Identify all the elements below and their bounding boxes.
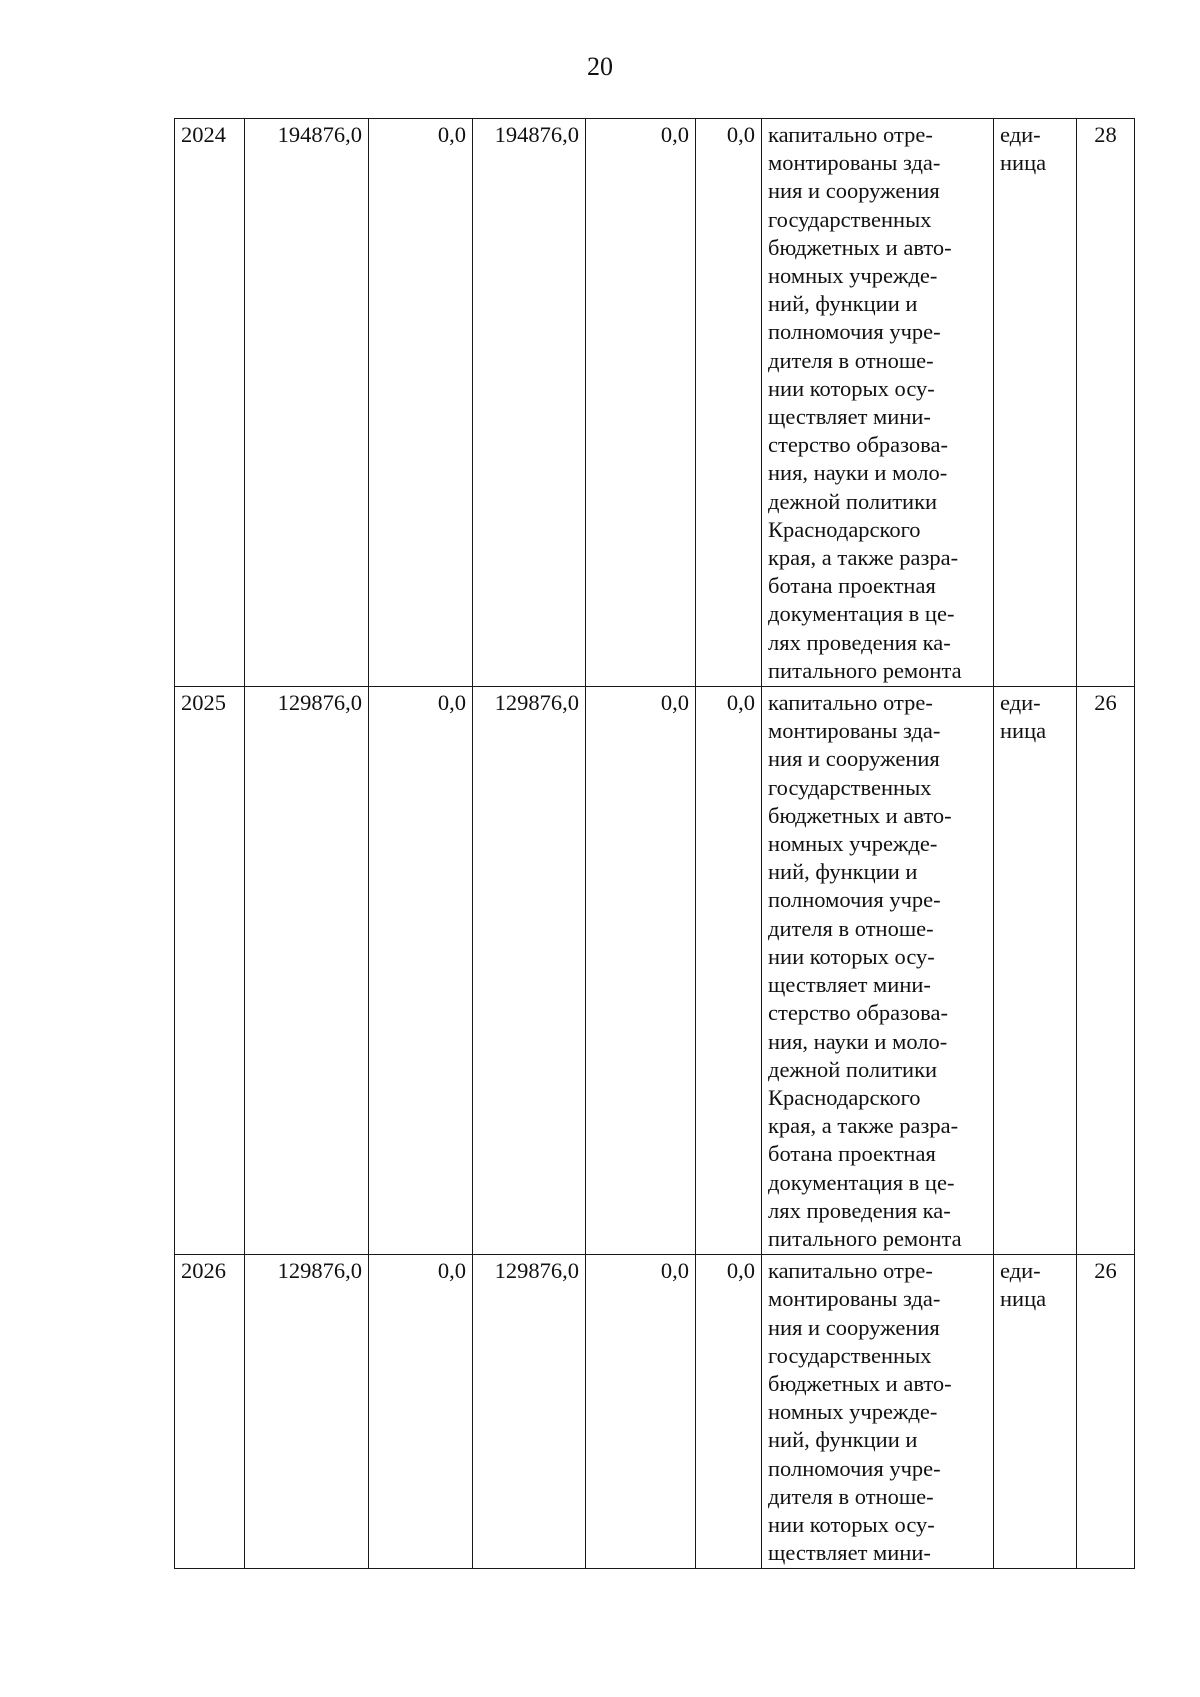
description-line: капитально отре-: [768, 1258, 933, 1284]
amount-cell: 0,0: [369, 687, 473, 1255]
budget-table: [174, 118, 1135, 1569]
description-line: края, а также разра-: [768, 1113, 959, 1139]
description-line: бюджетных и авто-: [768, 234, 952, 260]
description-line: полномочия учре-: [768, 1455, 941, 1481]
unit-cell: [994, 1255, 1077, 1569]
description-line: ния и сооружения: [768, 1314, 940, 1340]
description-line: стерство образова-: [768, 432, 948, 458]
description-line: ществляет мини-: [768, 972, 931, 998]
description-line: ний, функции и: [768, 291, 918, 317]
amount-cell: 0,0: [369, 1255, 473, 1569]
amount-cell: 129876,0: [473, 687, 586, 1255]
description-line: бюджетных и авто-: [768, 802, 952, 828]
description-line: ния и сооружения: [768, 178, 940, 204]
description-cell: [762, 1255, 994, 1569]
description-line: нии которых осу-: [768, 375, 935, 401]
description-line: номных учрежде-: [768, 1399, 938, 1425]
description-line: ботана проектная: [768, 1141, 936, 1167]
description-line: дежной политики: [768, 488, 938, 514]
table-row: [175, 1255, 1135, 1569]
description-line: документация в це-: [768, 601, 955, 627]
table-row: [175, 119, 1135, 687]
description-line: бюджетных и авто-: [768, 1370, 952, 1396]
description-line: питального ремонта: [768, 657, 962, 683]
description-line: лях проведения ка-: [768, 629, 951, 655]
total-amount-cell: 129876,0: [245, 687, 369, 1255]
total-amount-cell: 129876,0: [245, 1255, 369, 1569]
unit-line: ница: [1000, 1286, 1047, 1312]
unit-line: ница: [1000, 718, 1047, 744]
year-cell: 2024: [175, 119, 245, 687]
description-line: номных учрежде-: [768, 831, 938, 857]
amount-cell: 0,0: [696, 1255, 762, 1569]
description-line: ния и сооружения: [768, 746, 940, 772]
amount-cell: 0,0: [696, 687, 762, 1255]
description-line: ния, науки и моло-: [768, 1028, 948, 1054]
description-line: полномочия учре-: [768, 319, 941, 345]
description-line: нии которых осу-: [768, 943, 935, 969]
indicator-value-cell: 28: [1077, 119, 1135, 687]
description-line: ботана проектная: [768, 573, 936, 599]
table-body: [175, 119, 1135, 1569]
description-line: капитально отре-: [768, 690, 933, 716]
description-line: монтированы зда-: [768, 1286, 941, 1312]
description-line: стерство образова-: [768, 1000, 948, 1026]
description-line: дителя в отноше-: [768, 915, 934, 941]
description-line: Краснодарского: [768, 516, 921, 542]
amount-cell: 194876,0: [473, 119, 586, 687]
description-line: государственных: [768, 1342, 932, 1368]
description-line: монтированы зда-: [768, 150, 941, 176]
description-line: государственных: [768, 774, 932, 800]
description-line: Краснодарского: [768, 1084, 921, 1110]
description-line: полномочия учре-: [768, 887, 941, 913]
description-line: монтированы зда-: [768, 718, 941, 744]
indicator-value-cell: 26: [1077, 687, 1135, 1255]
description-line: номных учрежде-: [768, 263, 938, 289]
amount-cell: 0,0: [696, 119, 762, 687]
amount-cell: 0,0: [586, 687, 696, 1255]
description-line: ний, функции и: [768, 859, 918, 885]
description-line: дителя в отноше-: [768, 347, 934, 373]
year-cell: 2025: [175, 687, 245, 1255]
amount-cell: 0,0: [586, 119, 696, 687]
amount-cell: 0,0: [586, 1255, 696, 1569]
page-number: 20: [587, 52, 613, 81]
unit-line: еди-: [1000, 1258, 1041, 1284]
year-cell: 2026: [175, 1255, 245, 1569]
unit-line: еди-: [1000, 690, 1041, 716]
description-line: лях проведения ка-: [768, 1197, 951, 1223]
description-cell: [762, 119, 994, 687]
description-cell: [762, 687, 994, 1255]
description-line: государственных: [768, 206, 932, 232]
description-line: дежной политики: [768, 1056, 938, 1082]
description-line: края, а также разра-: [768, 545, 959, 571]
description-line: капитально отре-: [768, 122, 933, 147]
description-line: нии которых осу-: [768, 1511, 935, 1537]
amount-cell: 0,0: [369, 119, 473, 687]
description-line: ний, функции и: [768, 1427, 918, 1453]
table-row: [175, 687, 1135, 1255]
description-line: ществляет мини-: [768, 1540, 931, 1566]
description-line: документация в це-: [768, 1169, 955, 1195]
description-line: дителя в отноше-: [768, 1483, 934, 1509]
unit-line: ница: [1000, 150, 1047, 176]
unit-line: еди-: [1000, 122, 1041, 147]
unit-cell: [994, 119, 1077, 687]
amount-cell: 129876,0: [473, 1255, 586, 1569]
description-line: питального ремонта: [768, 1225, 962, 1251]
unit-cell: [994, 687, 1077, 1255]
total-amount-cell: 194876,0: [245, 119, 369, 687]
description-line: ния, науки и моло-: [768, 460, 948, 486]
indicator-value-cell: 26: [1077, 1255, 1135, 1569]
description-line: ществляет мини-: [768, 404, 931, 430]
